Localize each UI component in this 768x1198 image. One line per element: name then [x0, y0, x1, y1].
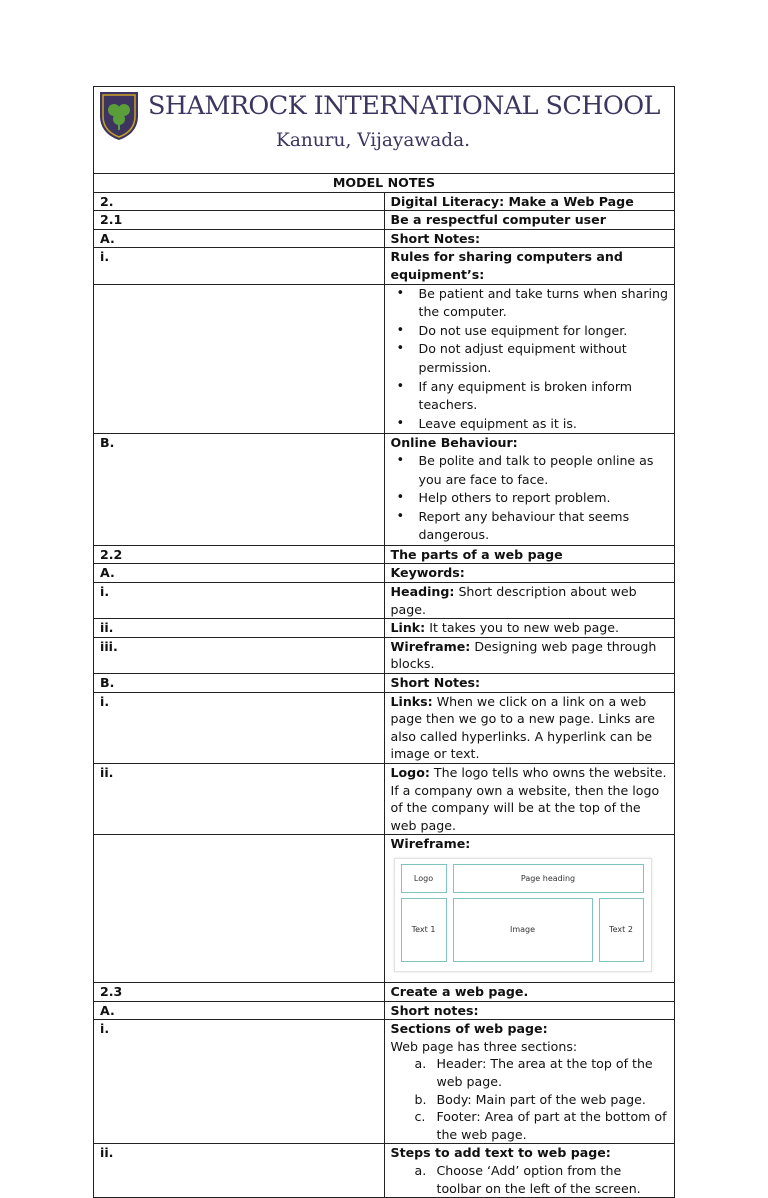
list-marker: a. — [414, 1056, 427, 1072]
row-content — [384, 1020, 675, 1144]
row-number: i. — [94, 248, 385, 284]
row-number: i. — [94, 583, 385, 619]
row-number: A. — [94, 1001, 385, 1020]
school-location: Kanuru, Vijayawada. — [276, 130, 471, 151]
topic-title: Rules for sharing computers and equipment’s: — [390, 249, 623, 282]
list-text: Footer: Area of part at the bottom of the web page. — [436, 1109, 667, 1142]
list-item: • Do not use equipment for longer. — [419, 322, 669, 341]
list-item: • Be patient and take turns when sharing the computer. — [419, 285, 669, 322]
section-title: Be a respectful computer user — [390, 212, 606, 228]
note-text: When we click on a link on a web page then we go to a new page. Links are also called hyperlinks. A hyperlink can be image or text. — [390, 693, 655, 762]
table-row — [94, 211, 675, 230]
list-text: Choose ‘Add’ option from the toolbar on the left of the screen. — [436, 1162, 641, 1196]
row-number: ii. — [94, 764, 385, 835]
row-content — [384, 619, 675, 638]
row-content — [384, 248, 675, 284]
table-row — [94, 583, 675, 619]
row-content — [384, 982, 675, 1001]
row-number: ii. — [94, 1144, 385, 1198]
online-behaviour-list — [391, 452, 669, 545]
subsection-title: Short notes: — [390, 1002, 479, 1018]
row-number: 2.1 — [94, 211, 385, 230]
intro-text: Web page has three sections: — [390, 1038, 578, 1054]
row-number — [94, 284, 385, 434]
list-marker: c. — [414, 1109, 426, 1125]
notes-sheet — [93, 86, 675, 1198]
row-number: 2. — [94, 192, 385, 211]
chapter-title: Digital Literacy: Make a Web Page — [390, 193, 634, 209]
table-row — [94, 835, 675, 983]
list-item — [414, 1091, 669, 1109]
subsection-title: Short Notes: — [390, 230, 481, 246]
topic-title: Steps to add text to web page: — [390, 1145, 611, 1161]
wireframe-logo-block: Logo — [401, 864, 447, 893]
table-row — [94, 1020, 675, 1144]
row-content — [384, 674, 675, 693]
list-item: • Do not adjust equipment without permission. — [419, 340, 669, 377]
row-number — [94, 835, 385, 983]
wireframe-text1-block: Text 1 — [401, 898, 447, 962]
doc-title: MODEL NOTES — [94, 174, 675, 193]
steps-list — [391, 1162, 669, 1197]
list-text: Body: Main part of the web page. — [436, 1091, 646, 1107]
row-number: 2.2 — [94, 545, 385, 564]
notes-table — [93, 173, 675, 1198]
row-content — [384, 434, 675, 546]
table-row — [94, 674, 675, 693]
row-content — [384, 1001, 675, 1020]
keyword-definition: It takes you to new web page. — [425, 620, 620, 636]
topic-title: Sections of web page: — [390, 1021, 548, 1037]
wireframe-heading-block: Page heading — [453, 864, 644, 893]
table-row — [94, 1144, 675, 1198]
table-row — [94, 284, 675, 434]
row-content — [384, 545, 675, 564]
list-text: Header: The area at the top of the web page. — [436, 1056, 653, 1089]
keyword-term: Wireframe: — [390, 638, 471, 654]
table-row — [94, 192, 675, 211]
sharing-rules-list — [391, 285, 669, 434]
wireframe-text2-block: Text 2 — [599, 898, 644, 962]
section-title: Create a web page. — [390, 983, 529, 999]
row-content — [384, 1144, 675, 1198]
table-row — [94, 619, 675, 638]
row-number: ii. — [94, 619, 385, 638]
row-content — [384, 835, 675, 983]
list-item — [414, 1162, 669, 1197]
row-number: B. — [94, 434, 385, 546]
row-content — [384, 284, 675, 434]
subsection-title: Keywords: — [390, 565, 465, 581]
row-number: A. — [94, 564, 385, 583]
keyword-term: Heading: — [390, 584, 455, 600]
topic-title: Wireframe: — [390, 836, 471, 852]
note-term: Links: — [390, 693, 433, 709]
list-item: • Help others to report problem. — [419, 489, 669, 508]
sections-list — [391, 1055, 669, 1143]
row-content — [384, 192, 675, 211]
row-content — [384, 211, 675, 230]
list-marker: a. — [414, 1162, 427, 1178]
title-row — [94, 174, 675, 193]
school-header — [93, 86, 675, 173]
row-number: A. — [94, 229, 385, 248]
school-name: SHAMROCK INTERNATIONAL SCHOOL — [148, 91, 660, 121]
note-term: Logo: — [390, 765, 430, 780]
row-number: iii. — [94, 637, 385, 673]
row-content — [384, 229, 675, 248]
row-number: 2.3 — [94, 982, 385, 1001]
school-crest-logo — [98, 90, 140, 142]
row-content — [384, 692, 675, 763]
list-item: • Be polite and talk to people online as you are face to face. — [419, 452, 669, 489]
row-content — [384, 564, 675, 583]
row-number: i. — [94, 692, 385, 763]
table-row — [94, 545, 675, 564]
table-row — [94, 564, 675, 583]
wireframe-diagram — [394, 858, 652, 972]
table-row — [94, 692, 675, 763]
table-row — [94, 982, 675, 1001]
table-row — [94, 229, 675, 248]
row-number: B. — [94, 674, 385, 693]
list-item — [414, 1055, 669, 1090]
table-row — [94, 764, 675, 835]
table-row — [94, 434, 675, 546]
keyword-definition: Short description about web page. — [390, 584, 637, 617]
row-content — [384, 583, 675, 619]
section-title: The parts of a web page — [390, 546, 563, 562]
note-text: The logo tells who owns the website. If a company own a website, then the logo of the company will be at the top of the web page. — [390, 765, 667, 833]
topic-title: Online Behaviour: — [390, 435, 518, 451]
table-row — [94, 1001, 675, 1020]
row-content — [384, 764, 675, 835]
row-content — [384, 637, 675, 673]
list-item — [414, 1108, 669, 1143]
keyword-definition: Designing web page through blocks. — [390, 638, 657, 672]
table-row — [94, 637, 675, 673]
list-item: • If any equipment is broken inform teachers. — [419, 378, 669, 415]
list-item: • Report any behaviour that seems dangerous. — [419, 508, 669, 545]
keyword-term: Link: — [390, 620, 426, 636]
row-number: i. — [94, 1020, 385, 1144]
list-marker: b. — [414, 1091, 427, 1107]
table-row — [94, 248, 675, 284]
subsection-title: Short Notes: — [390, 675, 481, 691]
list-item: • Leave equipment as it is. — [419, 415, 669, 434]
wireframe-image-block: Image — [453, 898, 593, 962]
